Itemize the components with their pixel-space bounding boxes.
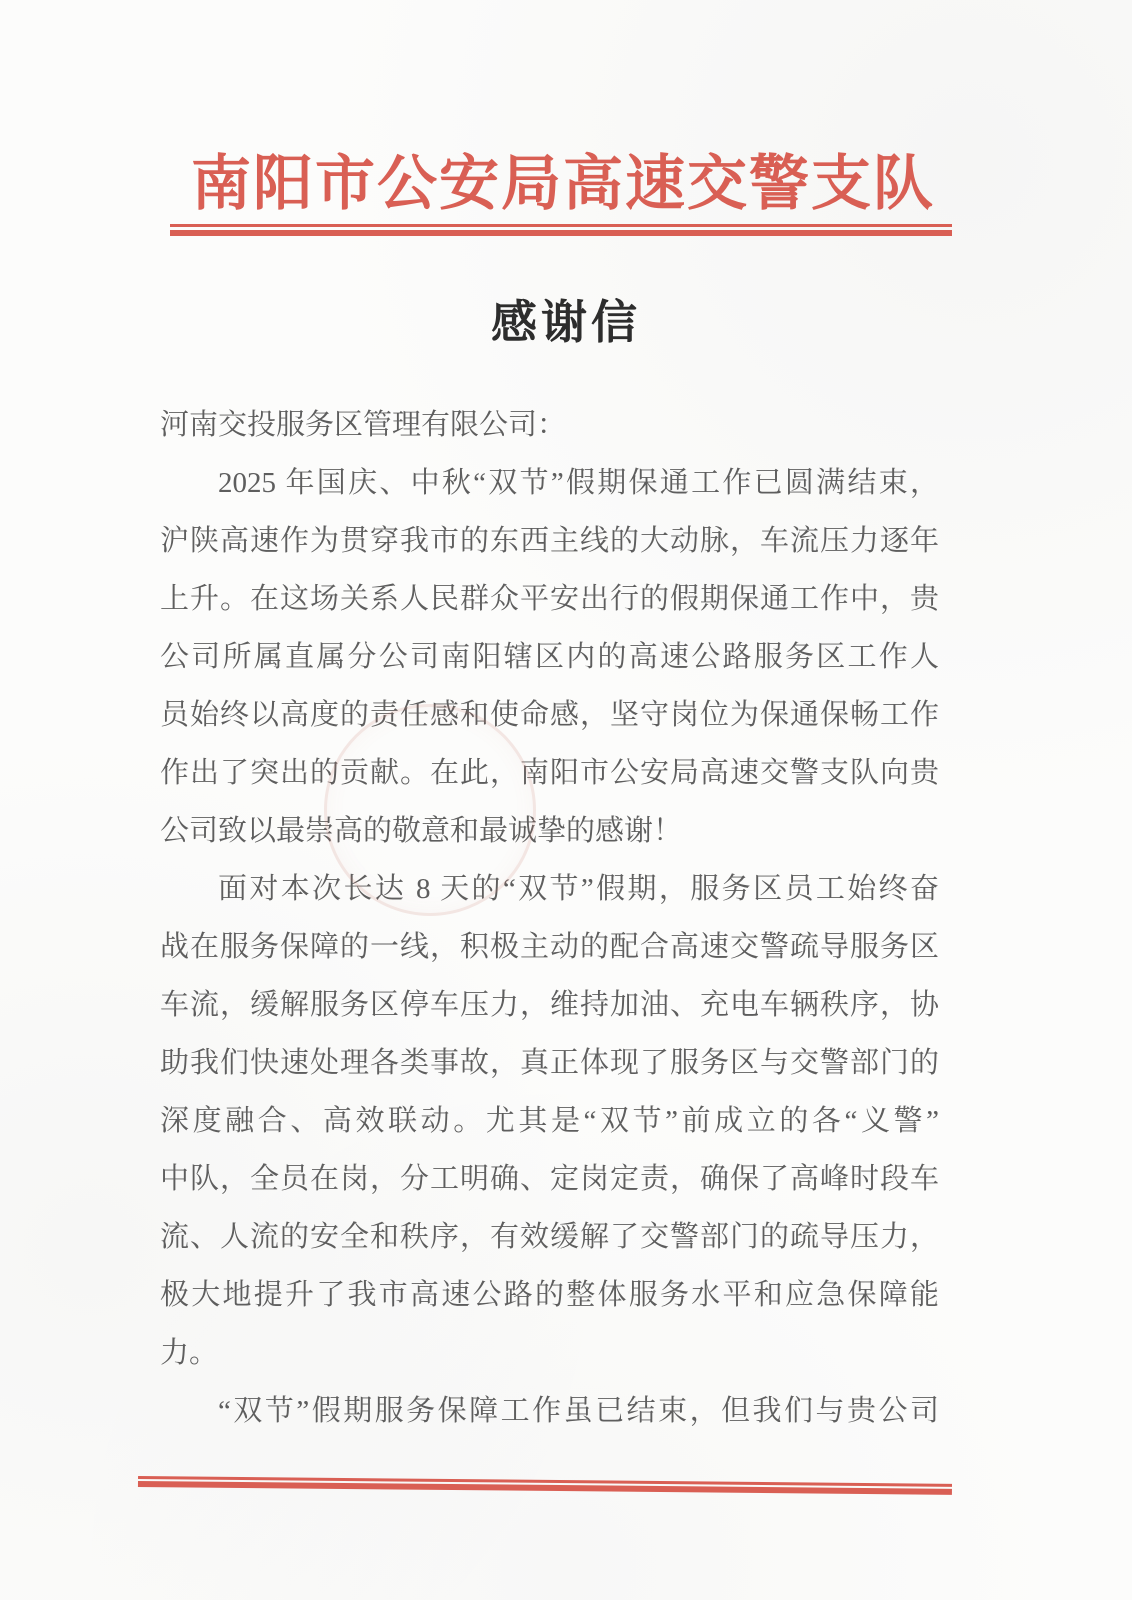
letter-line: 2025 年国庆、中秋“双节”假期保通工作已圆满结束， xyxy=(218,467,939,499)
letter-line: 员始终以高度的责任感和使命感，坚守岗位为保通保畅工作 xyxy=(160,699,939,731)
salutation-line: 河南交投服务区管理有限公司： xyxy=(160,409,567,441)
letter-line: 极大地提升了我市高速公路的整体服务水平和应急保障能 xyxy=(160,1279,939,1311)
letter-body xyxy=(160,396,939,1440)
letter-line: 面对本次长达 8 天的“双节”假期，服务区员工始终奋 xyxy=(218,873,939,905)
letterhead xyxy=(0,0,1132,236)
letter-line: 战在服务保障的一线，积极主动的配合高速交警疏导服务区 xyxy=(160,931,939,963)
footer-double-rule xyxy=(138,1476,952,1495)
letter-line: “双节”假期服务保障工作虽已结束，但我们与贵公司 xyxy=(218,1395,939,1427)
letter-line: 深度融合、高效联动。尤其是“双节”前成立的各“义警” xyxy=(160,1105,939,1137)
letterhead-agency-name: 南阳市公安局高速交警支队 xyxy=(191,151,935,217)
letterhead-double-rule xyxy=(170,224,952,236)
letter-line: 中队，全员在岗，分工明确、定岗定责，确保了高峰时段车 xyxy=(160,1163,939,1195)
letter-line: 上升。在这场关系人民群众平安出行的假期保通工作中，贵 xyxy=(160,583,939,615)
letter-line: 作出了突出的贡献。在此，南阳市公安局高速交警支队向贵 xyxy=(160,757,939,789)
letterhead-rule-thick xyxy=(170,230,952,236)
letter-line: 公司致以最崇高的敬意和最诚挚的感谢！ xyxy=(160,815,683,847)
letter-line: 力。 xyxy=(160,1337,219,1369)
letter-line: 公司所属直属分公司南阳辖区内的高速公路服务区工作人 xyxy=(160,641,939,673)
letter-line: 助我们快速处理各类事故，真正体现了服务区与交警部门的 xyxy=(160,1047,939,1079)
letter-line: 车流，缓解服务区停车压力，维持加油、充电车辆秩序，协 xyxy=(160,989,939,1021)
document-title: 感谢信 xyxy=(491,297,641,348)
letter-line: 沪陕高速作为贯穿我市的东西主线的大动脉，车流压力逐年 xyxy=(160,525,939,557)
letter-line: 流、人流的安全和秩序，有效缓解了交警部门的疏导压力， xyxy=(160,1221,939,1253)
